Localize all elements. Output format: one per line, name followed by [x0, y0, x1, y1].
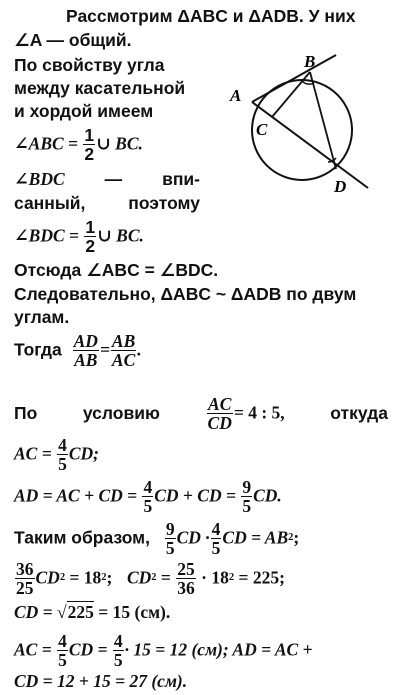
- final-line: CD = 12 + 15 = 27 (см).: [14, 671, 188, 691]
- semicolon: ;: [293, 527, 300, 548]
- fraction-half: [83, 126, 95, 164]
- num: 1: [84, 125, 95, 145]
- den: 5: [58, 650, 67, 671]
- den: 5: [113, 650, 123, 671]
- fraction-4-5-c: [211, 520, 222, 558]
- ad-formula: [14, 478, 282, 516]
- angle-bdc-formula: [14, 218, 144, 256]
- line-6: [14, 171, 200, 189]
- arc-bc-2: ∪ BC.: [97, 225, 144, 246]
- sqrt-value: 225: [67, 602, 94, 622]
- fraction-4-5-b: [142, 478, 153, 516]
- eq18: = 18: [65, 567, 102, 588]
- ratio-rhs: = 4 : 5,: [233, 402, 285, 423]
- ac-final-line: [14, 632, 313, 670]
- line-9: Следовательно, ΔABC ~ ΔADB по двум: [14, 284, 357, 304]
- ac-formula: [14, 436, 99, 474]
- cd-res: = 15 (см).: [93, 602, 171, 622]
- line-8: Отсюда ∠ABC = ∠BDC.: [14, 260, 219, 280]
- line-10: углам.: [14, 307, 70, 327]
- word-togda: Тогда: [14, 339, 62, 360]
- den: 5: [211, 538, 221, 559]
- num: 1: [85, 217, 96, 237]
- den: 5: [165, 538, 175, 559]
- exp: 2: [151, 571, 157, 583]
- ad-mid: CD + CD =: [154, 485, 241, 506]
- num: 36: [16, 559, 34, 579]
- ad-lhs: AD = AC + CD =: [14, 485, 142, 506]
- times18: · 18: [196, 567, 229, 588]
- word-sannyi: санный,: [14, 193, 86, 213]
- cd-result-line: [14, 604, 170, 622]
- chord-bc: [272, 72, 310, 117]
- den: 36: [177, 578, 195, 599]
- fraction-half-2: [84, 218, 96, 256]
- line-5: и хордой имеем: [14, 101, 154, 121]
- exp: 2: [288, 531, 294, 543]
- label-d: D: [334, 177, 347, 196]
- line-4: между касательной: [14, 78, 186, 98]
- num: 4: [211, 519, 221, 539]
- fraction-4-5-e: [113, 632, 124, 670]
- den: AC: [111, 350, 136, 371]
- abc-lhs: ∠ABC =: [14, 133, 83, 154]
- num: 9: [165, 519, 175, 539]
- den: 2: [84, 144, 95, 165]
- line-2: ∠A — общий.: [14, 30, 132, 50]
- cd-ab: CD = AB: [222, 527, 289, 548]
- den: AB: [74, 350, 98, 371]
- word-otkuda: откуда: [330, 403, 388, 424]
- cd-squared-line: [14, 560, 285, 598]
- ac2-mid: CD =: [68, 639, 112, 660]
- num: 25: [177, 559, 195, 579]
- label-c: C: [256, 120, 268, 139]
- geometry-figure: [224, 45, 392, 210]
- condition-line: [14, 395, 388, 433]
- word-po: По: [14, 403, 38, 424]
- fraction-9-5-b: [165, 520, 176, 558]
- proportion-line: [14, 332, 142, 370]
- eq: =: [156, 567, 176, 588]
- cd2: CD: [35, 567, 60, 588]
- den: 5: [143, 496, 153, 517]
- eq225: = 225;: [234, 567, 285, 588]
- num: 4: [58, 435, 67, 455]
- arc-bc: ∪ BC.: [96, 133, 143, 154]
- semi: ;: [106, 567, 113, 588]
- num: 4: [58, 631, 67, 651]
- fraction-ab-ac: [111, 332, 136, 370]
- num: 4: [143, 477, 153, 497]
- fraction-36-25: [15, 560, 35, 598]
- sqrt-sign: √: [57, 602, 67, 622]
- fraction-25-36: [176, 560, 196, 598]
- ac-rhs: CD;: [68, 443, 99, 464]
- ratio-expr: [206, 395, 285, 433]
- cd2b: CD: [126, 567, 152, 588]
- fraction-ac-cd: [207, 395, 233, 433]
- label-a: A: [230, 86, 242, 105]
- den: 2: [85, 236, 96, 257]
- den: 5: [242, 496, 252, 517]
- line-1: Рассмотрим ΔABC и ΔADB. У них: [66, 6, 356, 26]
- equals: =: [99, 339, 110, 360]
- angle-bdc-label: ∠BDC: [14, 169, 65, 189]
- num: AC: [208, 394, 232, 414]
- fraction-ad-ab: [73, 332, 99, 370]
- num: 9: [242, 477, 252, 497]
- num: AD: [73, 331, 98, 351]
- ac2-lhs: AC =: [14, 639, 57, 660]
- word-takim: Таким образом,: [14, 527, 150, 548]
- dash: —: [104, 169, 123, 189]
- den: 5: [58, 454, 67, 475]
- num: AB: [111, 331, 136, 351]
- exp: 2: [228, 571, 235, 583]
- ac2-end: · 15 = 12 (см); AD = AC +: [124, 639, 313, 660]
- den: 25: [16, 578, 34, 599]
- cd-sqrt-lhs: CD =: [14, 602, 58, 622]
- ac-lhs: AC =: [14, 443, 57, 464]
- line-7: [14, 195, 200, 213]
- ad-end: CD.: [253, 485, 282, 506]
- word-usloviyu: условию: [82, 403, 160, 424]
- line-3: По свойству угла: [14, 55, 165, 75]
- exp: 2: [59, 571, 66, 583]
- angle-abc-formula: [14, 126, 143, 164]
- thus-line: [14, 520, 299, 558]
- period: .: [137, 339, 142, 360]
- fraction-9-5: [241, 478, 252, 516]
- tangent-line: [252, 55, 336, 102]
- num: 4: [113, 631, 123, 651]
- den: CD: [207, 413, 232, 434]
- bdc-lhs: ∠BDC =: [14, 225, 84, 246]
- label-b: B: [304, 52, 316, 71]
- word-poetomu: поэтому: [128, 193, 200, 213]
- fraction-4-5: [57, 436, 68, 474]
- fraction-4-5-d: [57, 632, 68, 670]
- cd-dot: CD ·: [176, 527, 210, 548]
- word-vpi: впи-: [162, 169, 200, 189]
- exp: 2: [101, 571, 107, 583]
